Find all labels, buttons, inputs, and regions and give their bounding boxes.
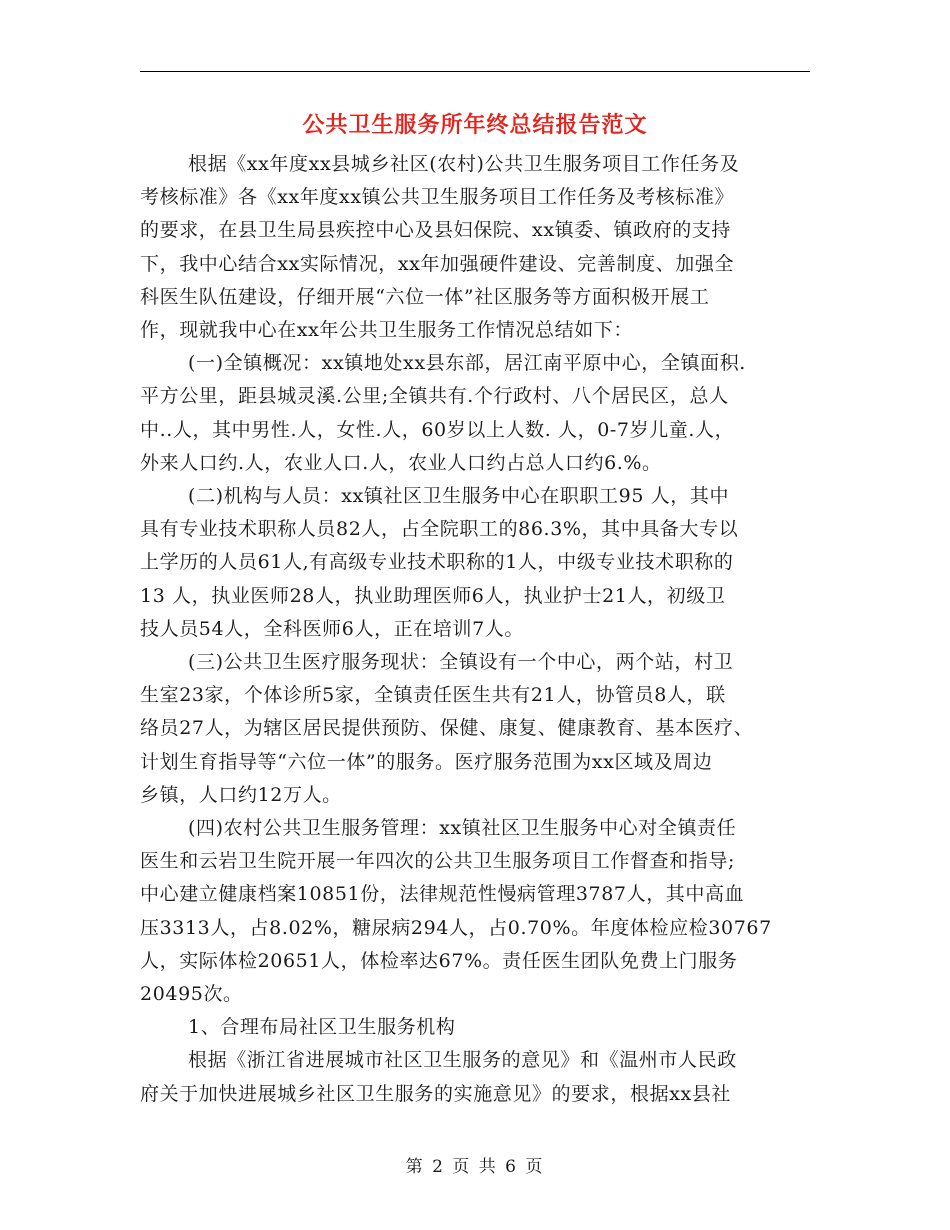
text-line: 技人员54人，全科医师6人，正在培训7人。 <box>140 617 524 640</box>
paragraph-intro <box>140 148 810 347</box>
text-line: 人，实际体检20651人，体检率达67%。责任医生团队免费上门服务 <box>140 949 738 972</box>
text-line: 上学历的人员61人,有高级专业技术职称的1人，中级专业技术职称的 <box>140 551 734 574</box>
text-line: 13 人，执业医师28人，执业助理医师6人，执业护士21人，初级卫 <box>140 584 726 607</box>
header-rule <box>140 71 810 72</box>
text-line: 外来人口约.人，农业人口.人，农业人口约占总人口约6.%。 <box>140 451 662 474</box>
text-line: 具有专业技术职称人员82人，占全院职工的86.3%，其中具备大专以 <box>140 518 739 541</box>
text-line: 下，我中心结合xx实际情况，xx年加强硬件建设、完善制度、加强全 <box>140 252 735 275</box>
text-line: 的要求，在县卫生局县疾控中心及县妇保院、xx镇委、镇政府的支持 <box>140 219 732 242</box>
text-line: 中心建立健康档案10851份，法律规范性慢病管理3787人，其中高血 <box>140 883 745 906</box>
text-line: 络员27人，为辖区居民提供预防、保健、康复、健康教育、基本医疗、 <box>140 717 754 740</box>
document-body <box>140 148 810 1111</box>
text-line: (三)公共卫生医疗服务现状：全镇设有一个中心，两个站，村卫 <box>188 651 734 674</box>
text-line: 乡镇，人口约12万人。 <box>140 783 342 806</box>
text-line: 府关于加快进展城乡社区卫生服务的实施意见》的要求，根据xx县社 <box>140 1082 732 1105</box>
text-line: 考核标准》各《xx年度xx镇公共卫生服务项目工作任务及考核标准》 <box>140 186 735 209</box>
paragraph-management <box>140 812 810 1011</box>
document-title: 公共卫生服务所年终总结报告范文 <box>302 112 648 138</box>
text-line: 生室23家，个体诊所5家，全镇责任医生共有21人，协管员8人，联 <box>140 684 726 707</box>
text-line: 20495次。 <box>140 983 243 1006</box>
text-line: 作，现就我中心在xx年公共卫生服务工作情况总结如下： <box>140 319 634 342</box>
paragraph-staff <box>140 480 810 646</box>
text-line: 1、合理布局社区卫生服务机构 <box>188 1016 456 1039</box>
text-line: 根据《浙江省进展城市社区卫生服务的意见》和《温州市人民政 <box>188 1049 737 1072</box>
text-line: (一)全镇概况：xx镇地处xx县东部，居江南平原中心，全镇面积. <box>188 352 746 375</box>
text-line: (四)农村公共卫生服务管理：xx镇社区卫生服务中心对全镇责任 <box>188 817 737 840</box>
text-line: 科医生队伍建设，仔细开展“六位一体”社区服务等方面积极开展工 <box>140 285 710 308</box>
text-line: 中..人，其中男性.人，女性.人，60岁以上人数. 人，0-7岁儿童.人， <box>140 418 735 441</box>
section-heading <box>140 1011 810 1044</box>
page-footer: 第 2 页 共 6 页 <box>405 1157 545 1177</box>
text-line: 医生和云岩卫生院开展一年四次的公共卫生服务项目工作督查和指导; <box>140 850 736 873</box>
text-line: 计划生育指导等“六位一体”的服务。医疗服务范围为xx区域及周边 <box>140 750 713 773</box>
text-line: 压3313人，占8.02%，糖尿病294人，占0.70%。年度体检应检30767 <box>140 916 772 939</box>
text-line: (二)机构与人员：xx镇社区卫生服务中心在职职工95 人，其中 <box>188 485 730 508</box>
paragraph-layout <box>140 1044 810 1110</box>
paragraph-overview <box>140 347 810 480</box>
paragraph-services <box>140 646 810 812</box>
text-line: 平方公里，距县城灵溪.公里;全镇共有.个行政村、八个居民区，总人 <box>140 385 729 408</box>
text-line: 根据《xx年度xx县城乡社区(农村)公共卫生服务项目工作任务及 <box>188 153 740 175</box>
